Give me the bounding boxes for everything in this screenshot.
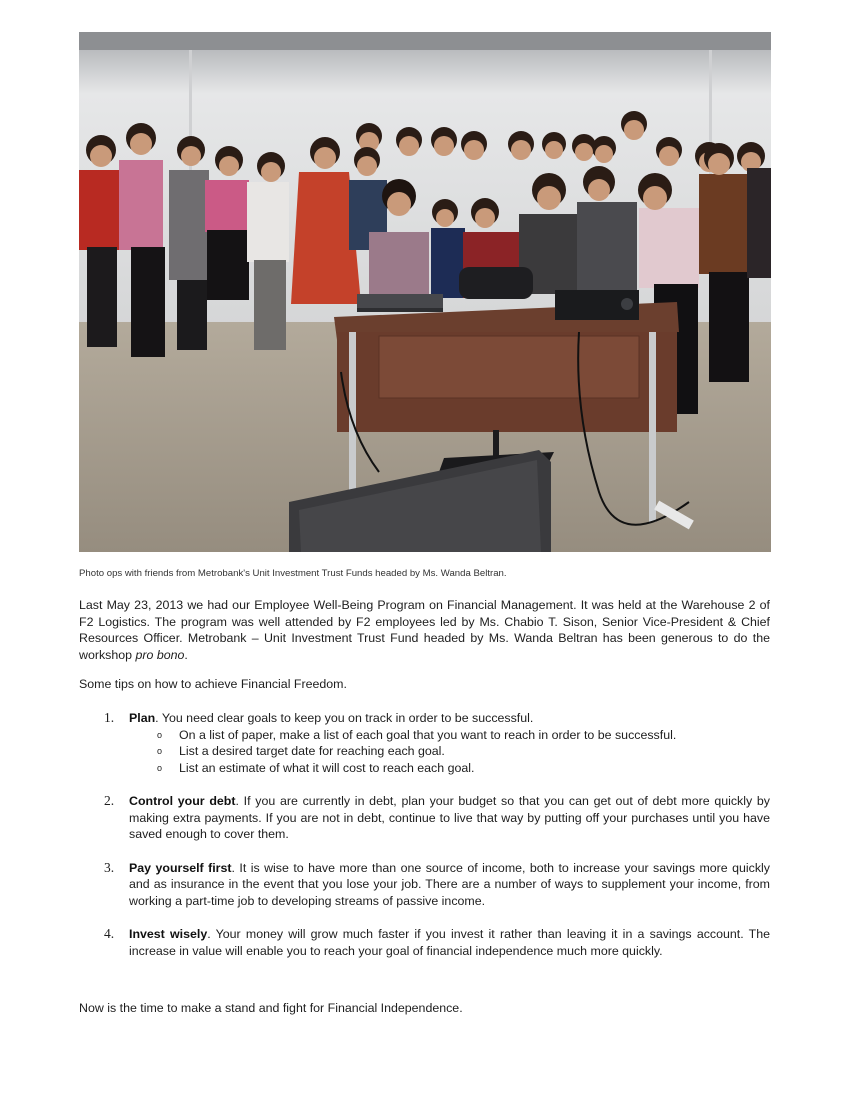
intro-text: Last May 23, 2013 we had our Employee Well-Being Program on Financial Management. It was held at the Warehouse 2 of F2 Logistics. The program was well attended by F2 employees led by Ms. Chabio T. Sison, Senior Vice-President & Chief Resources Officer. Metrobank – Unit Investment Trust Fund headed by Ms. Wanda Beltran has been generous to do the workshop xyxy=(79,598,770,662)
sub-text: List a desired target date for reaching each goal. xyxy=(179,744,445,758)
list-item xyxy=(79,860,770,910)
sub-text: On a list of paper, make a list of each goal that you want to reach in order to be successful. xyxy=(179,727,677,742)
group-photo xyxy=(79,32,771,552)
tips-list xyxy=(79,710,770,976)
circle-bullet-icon: o xyxy=(157,746,163,756)
tips-intro: Some tips on how to achieve Financial Freedom. xyxy=(79,677,347,691)
tip-title: Pay yourself first xyxy=(129,860,232,875)
tip-title: Control your debt xyxy=(129,794,236,808)
sub-item xyxy=(129,760,770,777)
tip-number: 4. xyxy=(104,926,115,941)
list-item xyxy=(79,793,770,843)
tip-text: . It is wise to have more than one source of income, both to increase your savings more quickly and as insurance in the event that you lose your job. There are a number of ways to supplement your income, from working a part-time job to developing streams of passive income. xyxy=(129,860,770,908)
tip-title: Plan xyxy=(129,711,156,725)
sub-list xyxy=(129,727,770,777)
photo-caption: Photo ops with friends from Metrobank's Unit Investment Trust Funds headed by Ms. Wanda Beltran. xyxy=(79,568,507,579)
tip-number: 2. xyxy=(104,793,115,808)
list-item xyxy=(79,926,770,959)
circle-bullet-icon: o xyxy=(157,729,163,740)
sub-text: List an estimate of what it will cost to reach each goal. xyxy=(179,760,475,775)
tip-text: . You need clear goals to keep you on track in order to be successful. xyxy=(155,711,534,725)
tip-text: . Your money will grow much faster if you invest it rather than leaving it in a savings account. The increase in value will enable you to reach your goal of financial independence much more quickly. xyxy=(129,927,770,958)
tip-number: 3. xyxy=(104,859,115,875)
sub-item xyxy=(129,727,770,744)
sub-item xyxy=(129,743,770,760)
intro-end: . xyxy=(184,647,188,662)
intro-italic: pro bono xyxy=(135,647,185,662)
tip-text: . If you are currently in debt, plan your budget so that you can get out of debt more quickly by making extra payments. If you are not in debt, continue to live that way by putting off your purchases until you have saved enough to cover them. xyxy=(129,794,770,841)
circle-bullet-icon: o xyxy=(157,762,163,773)
closing-paragraph: Now is the time to make a stand and fight for Financial Independence. xyxy=(79,1001,463,1015)
tip-title: Invest wisely xyxy=(129,927,208,941)
intro-paragraph xyxy=(79,597,770,663)
tip-number: 1. xyxy=(104,710,115,725)
list-item xyxy=(79,710,770,776)
